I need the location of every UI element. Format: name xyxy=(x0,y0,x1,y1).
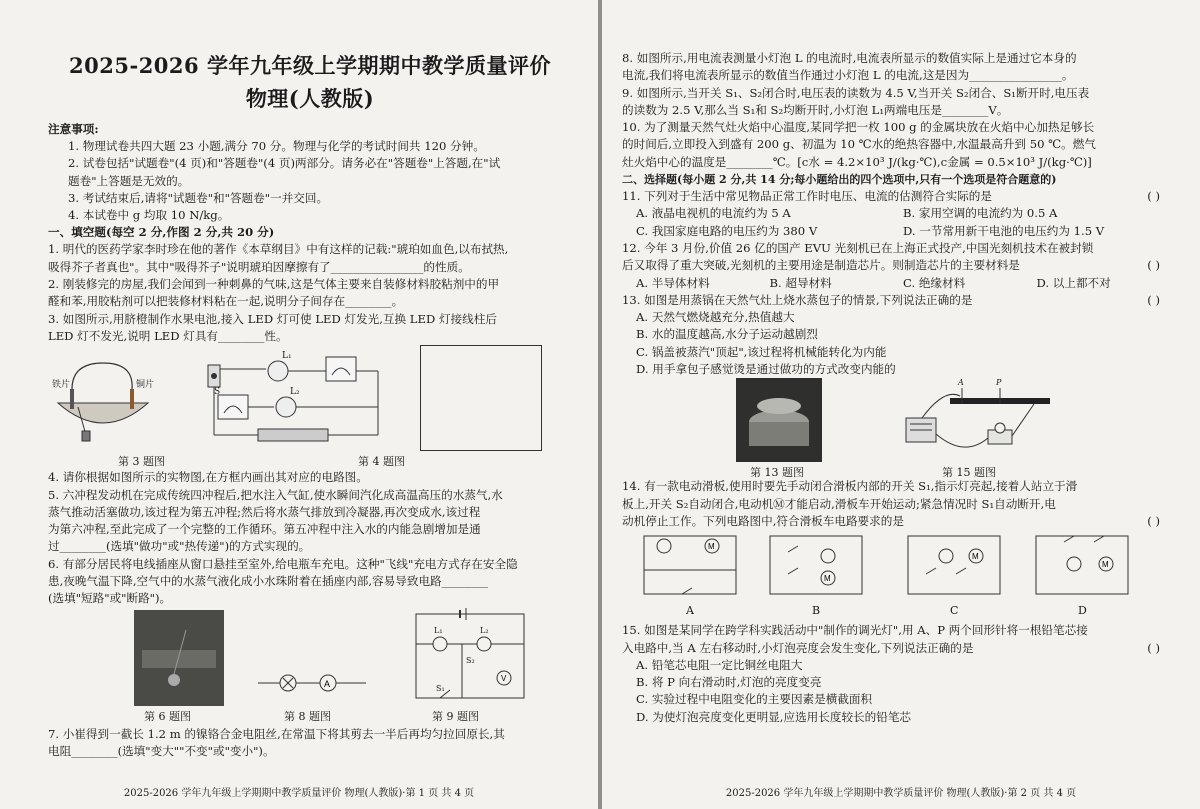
question-1-line-2: 吸得芥子者真也"。其中"吸得芥子"说明琥珀因摩擦有了________________的性质。 xyxy=(48,259,470,274)
svg-text:M: M xyxy=(972,552,979,562)
question-10-line-1: 10. 为了测量天然气灶火焰中心温度,某同学把一枚 100 g 的金属块放在火焰中心加热足够长 xyxy=(622,120,1095,135)
answer-bracket-12: ( ) xyxy=(1147,258,1160,273)
figure-13-caption: 第 13 题图 xyxy=(750,466,804,480)
option-14-c-label: C xyxy=(950,604,959,618)
svg-text:A: A xyxy=(324,678,331,689)
answer-bracket-11: ( ) xyxy=(1147,189,1160,204)
notice-4: 4. 本试卷中 g 均取 10 N/kg。 xyxy=(68,208,230,223)
section-2-heading: 二、选择题(每小题 2 分,共 14 分;每小题给出的四个选项中,只有一个选项是符合题意的) xyxy=(622,173,1057,187)
option-14-a-label: A xyxy=(686,604,694,618)
question-10-line-3: 灶火焰中心的温度是________℃。[c水 = 4.2×10³ J/(kg·℃),c金属 = 0.5×10³ J/(kg·℃)] xyxy=(622,154,1092,169)
figure-15-caption: 第 15 题图 xyxy=(942,466,996,480)
fig9-label-s1: S₁ xyxy=(436,683,445,693)
question-5-line-2: 蒸气推动活塞做功,该过程为第五冲程;然后将水蒸气排放到冷凝器,再次变成水,该过程 xyxy=(48,504,481,519)
question-11-options-row-2 xyxy=(622,223,1170,240)
svg-text:V: V xyxy=(501,673,507,683)
question-1-line-1: 1. 明代的医药学家李时珍在他的著作《本草纲目》中有这样的记载:"琥珀如血色,以布拭热, xyxy=(48,242,509,257)
question-5-line-1: 5. 六冲程发动机在完成传统四冲程后,把水注入气缸,使水瞬间汽化成高温高压的水蒸气,水 xyxy=(48,487,503,502)
question-2-line-1: 2. 刚装修完的房屋,我们会闻到一种刺鼻的气味,这是气体主要来自装修材料胶粘剂中的甲 xyxy=(48,277,500,292)
option-12-b: B. 超导材料 xyxy=(769,275,832,290)
option-14-d-label: D xyxy=(1078,604,1087,618)
question-14-line-3-wrap xyxy=(622,513,1170,530)
question-12-line-1: 12. 今年 3 月份,价值 26 亿的国产 EVU 光刻机已在上海正式投产,中国光刻机技术在被封锁 xyxy=(622,240,1094,255)
option-13-a: A. 天然气燃烧越充分,热值越大 xyxy=(636,310,795,325)
fig4-label-s: S xyxy=(214,387,221,398)
fig9-label-s2: S₂ xyxy=(466,655,475,665)
fig9-label-l2: L₂ xyxy=(480,625,489,635)
figure-13-photo xyxy=(736,378,822,462)
notice-1: 1. 物理试卷共四大题 23 小题,满分 70 分。物理与化学的考试时间共 120 分钟。 xyxy=(68,139,485,153)
figure-6-photo xyxy=(134,610,224,706)
question-14-line-2: 板上,开关 S₂自动闭合,电动机Ⓜ才能启动,滑板车开始运动;紧急情况时 S₁自动断开,电 xyxy=(622,496,1056,511)
exam-page-2 xyxy=(602,0,1200,809)
question-4: 4. 请你根据如图所示的实物图,在方框内画出其对应的电路图。 xyxy=(48,470,368,485)
question-8-line-2: 电流,我们将电流表所显示的数值当作通过小灯泡 L 的电流,这是因为________________。 xyxy=(622,68,1074,83)
question-15-line-1: 15. 如图是某同学在跨学科实践活动中"制作的调光灯",用 A、P 两个回形针将一根铅笔芯接 xyxy=(622,623,1088,638)
figure-8-circuit xyxy=(258,668,368,698)
question-3-line-1: 3. 如图所示,用脐橙制作水果电池,接入 LED 灯可使 LED 灯发光,互换 LED 灯接线柱后 xyxy=(48,311,497,326)
option-15-b: B. 将 P 向右滑动时,灯泡的亮度变亮 xyxy=(636,675,822,690)
question-13-text: 13. 如图是用蒸锅在天然气灶上烧水蒸包子的情景,下列说法正确的是 xyxy=(622,292,973,307)
question-12-line-2-wrap xyxy=(622,257,1170,274)
option-14-a-circuit xyxy=(642,534,738,598)
exam-subtitle: 物理(人教版) xyxy=(245,86,375,111)
figure-6-caption: 第 6 题图 xyxy=(144,709,191,723)
section-1-heading: 一、填空题(每空 2 分,作图 2 分,共 20 分) xyxy=(48,225,275,240)
question-15-line-2: 入电路中,当 A 左右移动时,小灯泡亮度会发生变化,下列说法正确的是 xyxy=(622,640,974,655)
answer-box-q4 xyxy=(420,345,542,451)
figure-8-caption: 第 8 题图 xyxy=(284,709,331,723)
notice-2: 2. 试卷包括"试题卷"(4 页)和"答题卷"(4 页)两部分。请务必在"答题卷"上答题,在"试 xyxy=(68,156,501,171)
figure-9-caption: 第 9 题图 xyxy=(432,709,479,723)
question-6-line-1: 6. 有部分居民将电线插座从窗口悬挂至室外,给电瓶车充电。这种"飞线"充电方式存在安全隐 xyxy=(48,556,518,571)
figure-9-circuit xyxy=(410,608,530,704)
question-2-line-2: 醛和苯,用胶粘剂可以把装修材料粘在一起,说明分子间存在________。 xyxy=(48,294,404,309)
question-8-line-1: 8. 如图所示,用电流表测量小灯泡 L 的电流时,电流表所显示的数值实际上是通过它本身的 xyxy=(622,51,1077,65)
fig15-label-p: P xyxy=(996,378,1002,388)
answer-bracket-13: ( ) xyxy=(1147,292,1160,307)
notice-heading: 注意事项: xyxy=(48,122,99,136)
page-1-footer: 2025-2026 学年九年级上学期期中教学质量评价 物理(人教版)·第 1 页 共 4 页 xyxy=(123,788,475,799)
fig15-label-a: A xyxy=(958,378,964,388)
figure-row-3-4 xyxy=(48,345,572,469)
question-5-line-3: 为第六冲程,至此完成了一个完整的工作循环。第五冲程中注入水的内能急剧增加是通 xyxy=(48,522,481,537)
question-3-line-2: LED 灯不发光,说明 LED 灯具有________性。 xyxy=(48,328,288,343)
figure-15-apparatus xyxy=(904,378,1054,462)
fig3-label-copper: 铜片 xyxy=(136,380,155,391)
option-11-d: D. 一节常用新干电池的电压约为 1.5 V xyxy=(903,223,1105,238)
question-10-line-2: 的时间后,立即投入到盛有 200 g、初温为 10 ℃水的绝热容器中,水温最高升到 50 ℃。燃气 xyxy=(622,137,1096,152)
figure-4-caption: 第 4 题图 xyxy=(358,455,405,469)
question-12-line-2: 后又取得了重大突破,光刻机的主要用途是制造芯片。则制造芯片的主要材料是 xyxy=(622,258,1020,273)
question-6-line-2: 患,夜晚气温下降,空气中的水蒸气液化成小水珠附着在插座内部,容易导致电路________ xyxy=(48,574,489,589)
fig4-label-l2: L₂ xyxy=(290,387,300,398)
option-14-c-circuit xyxy=(906,534,1002,598)
question-14-line-3: 动机停止工作。下列电路图中,符合滑板车电路要求的是 xyxy=(622,513,904,528)
option-14-d-circuit xyxy=(1034,534,1130,598)
figure-row-6-8-9 xyxy=(48,608,572,726)
option-13-b: B. 水的温度越高,水分子运动越剧烈 xyxy=(636,327,818,342)
question-6-line-3: (选填"短路"或"断路")。 xyxy=(48,591,172,606)
option-15-d: D. 为使灯泡亮度变化更明显,应选用长度较长的铅笔芯 xyxy=(636,709,912,724)
option-15-a: A. 铅笔芯电阻一定比铜丝电阻大 xyxy=(636,657,803,672)
figure-3-caption: 第 3 题图 xyxy=(118,455,165,469)
svg-text:M: M xyxy=(824,574,831,584)
exam-title: 2025-2026 学年九年级上学期期中教学质量评价 xyxy=(69,53,551,78)
option-11-b: B. 家用空调的电流约为 0.5 A xyxy=(903,206,1058,221)
question-13 xyxy=(622,292,1170,309)
question-7-line-1: 7. 小崔得到一截长 1.2 m 的镍铬合金电阻丝,在常温下将其剪去一半后再均匀拉回原长,其 xyxy=(48,726,505,741)
svg-text:M: M xyxy=(708,542,715,552)
question-9-line-1: 9. 如图所示,当开关 S₁、S₂闭合时,电压表的读数为 4.5 V,当开关 S₂闭合、S₁断开时,电压表 xyxy=(622,85,1090,100)
option-12-c: C. 绝缘材料 xyxy=(903,275,966,290)
option-11-a: A. 液晶电视机的电流约为 5 A xyxy=(636,206,791,221)
question-14-line-1: 14. 有一款电动滑板,使用时要先手动闭合滑板内部的开关 S₁,指示灯亮起,接着人站立于滑 xyxy=(622,479,1078,494)
fig4-label-l1: L₁ xyxy=(282,351,292,362)
option-13-d: D. 用手拿包子感觉烫是通过做功的方式改变内能的 xyxy=(636,362,896,377)
option-12-d: D. 以上都不对 xyxy=(1036,275,1111,290)
question-11 xyxy=(622,188,1170,205)
option-15-c: C. 实验过程中电阻变化的主要因素是横截面积 xyxy=(636,692,873,707)
question-5-line-4: 过________(选填"做功"或"热传递")的方式实现的。 xyxy=(48,539,311,554)
option-14-b-label: B xyxy=(812,604,821,618)
page-2-footer: 2025-2026 学年九年级上学期期中教学质量评价 物理(人教版)·第 2 页 共 4 页 xyxy=(725,788,1077,799)
question-9-line-2: 的读数为 2.5 V,那么当 S₁和 S₂均断开时,小灯泡 L₁两端电压是________V。 xyxy=(622,102,1009,117)
figure-row-13-15 xyxy=(622,378,1170,478)
fig9-label-l1: L₁ xyxy=(434,625,443,635)
figure-14-options xyxy=(622,530,1170,622)
figure-3-fruit-battery xyxy=(48,355,158,445)
option-13-c: C. 锅盖被蒸汽"顶起",该过程将机械能转化为内能 xyxy=(636,344,887,359)
answer-bracket-15: ( ) xyxy=(1147,640,1160,655)
figure-4-circuit xyxy=(198,349,388,449)
notice-2b: 题卷"上答题是无效的。 xyxy=(68,173,190,188)
question-12-options xyxy=(622,275,1170,292)
exam-page-1 xyxy=(0,0,598,809)
option-12-a: A. 半导体材料 xyxy=(636,275,710,290)
question-11-text: 11. 下列对于生活中常见物品正常工作时电压、电流的估测符合实际的是 xyxy=(622,189,992,204)
notice-3: 3. 考试结束后,请将"试题卷"和"答题卷"一并交回。 xyxy=(68,190,329,205)
fig3-label-iron: 铁片 xyxy=(52,380,71,391)
question-11-options-row-1 xyxy=(622,205,1170,222)
svg-text:M: M xyxy=(1102,560,1109,570)
option-14-b-circuit xyxy=(768,534,864,598)
question-15-line-2-wrap xyxy=(622,640,1170,657)
answer-bracket-14: ( ) xyxy=(1147,513,1160,528)
option-11-c: C. 我国家庭电路的电压约为 380 V xyxy=(636,223,818,238)
question-7-line-2: 电阻________(选填"变大""不变"或"变小")。 xyxy=(48,743,275,758)
